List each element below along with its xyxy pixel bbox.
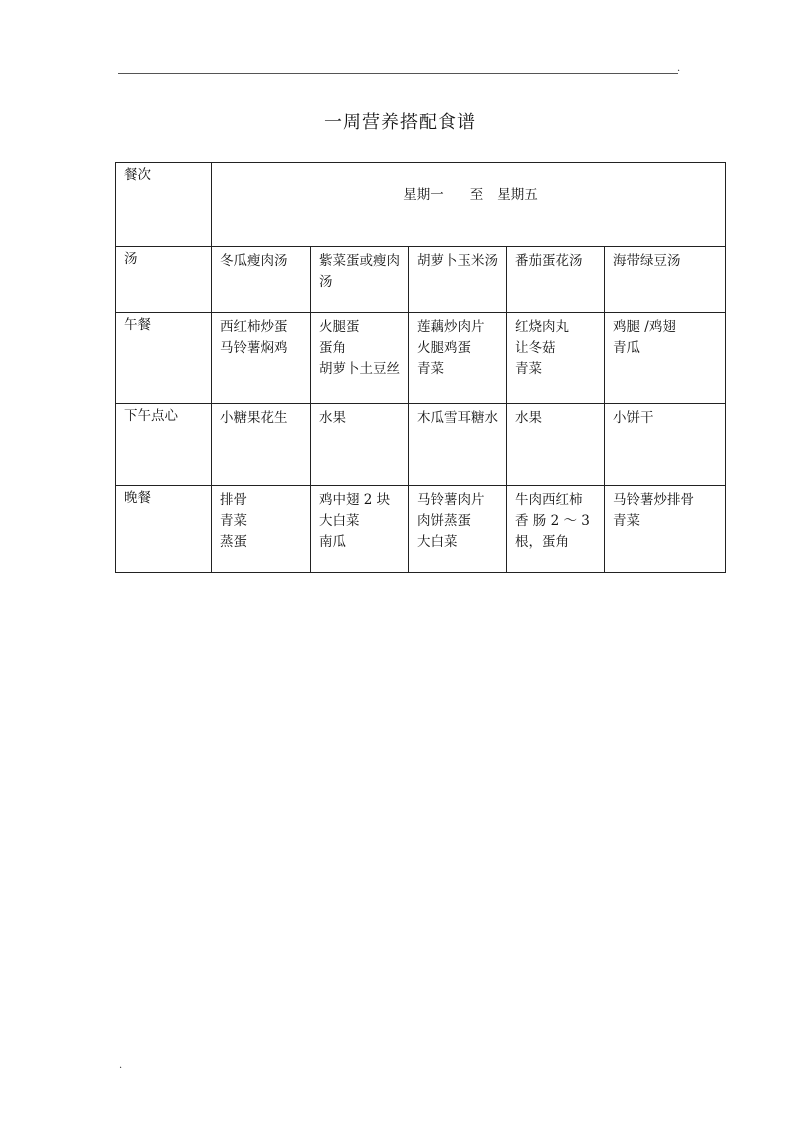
dish-line: 鸡腿 /鸡翅 [613,319,676,335]
dish-line: 青瓜 [613,340,640,356]
dish-line: 马铃薯肉片 [417,492,485,508]
dish-line: 香 肠 2 ～ 3 [515,513,590,529]
menu-cell [605,313,726,404]
menu-cell [311,247,409,313]
menu-cell [605,404,726,486]
menu-cell [507,404,605,486]
dish-line: 青菜 [613,513,640,529]
week-start: 星期一 [403,187,444,203]
weekly-menu-table [115,162,726,573]
dish-line: 西红柿炒蛋 [220,319,288,335]
dish-line: 牛肉西红柿 [515,492,583,508]
dish-line: 莲藕炒肉片 [417,319,485,335]
footer-dot: . [119,1060,123,1071]
dish-line: 水果 [319,410,346,426]
dish-line: 海带绿豆汤 [613,253,681,269]
dish-line: 大白菜 [319,513,360,529]
menu-cell [212,486,311,573]
menu-cell [409,404,507,486]
dish-line: 小糖果花生 [220,410,288,426]
menu-cell [311,486,409,573]
menu-cell [409,486,507,573]
dish-line: 胡萝卜玉米汤 [417,253,498,269]
menu-cell [311,404,409,486]
dish-line: 马铃薯炒排骨 [613,492,694,508]
menu-cell [409,313,507,404]
menu-cell [212,404,311,486]
menu-cell [507,313,605,404]
dish-line: 大白菜 [417,534,458,550]
dish-line: 青菜 [220,513,247,529]
dish-line: 水果 [515,410,542,426]
dish-line: 排骨 [220,492,247,508]
dish-line: 南瓜 [319,534,346,550]
dish-line: 冬瓜瘦肉汤 [220,253,288,269]
header-rule [118,73,678,74]
week-end: 星期五 [497,187,538,203]
menu-cell [212,313,311,404]
dish-line: 紫菜蛋或瘦肉汤 [319,253,400,290]
menu-cell [311,313,409,404]
table-row-soup [116,247,726,313]
dish-line: 火腿鸡蛋 [417,340,471,356]
table-row-dinner [116,486,726,573]
dish-line: 青菜 [417,361,444,377]
dish-line: 胡萝卜土豆丝 [319,361,400,377]
menu-cell [507,247,605,313]
row-label: 汤 [116,247,212,313]
meal-column-header: 餐次 [116,163,212,247]
menu-cell [605,486,726,573]
row-label: 晚餐 [116,486,212,573]
table-row-lunch [116,313,726,404]
dish-line: 火腿蛋 [319,319,360,335]
table-row-snack [116,404,726,486]
dish-line: 红烧肉丸 [515,319,569,335]
dish-line: 蛋角 [319,340,346,356]
header-dot: . [677,63,681,74]
row-label: 午餐 [116,313,212,404]
dish-line: 让冬菇 [515,340,556,356]
dish-line: 番茄蛋花汤 [515,253,583,269]
row-label: 下午点心 [116,404,212,486]
dish-line: 马铃薯焖鸡 [220,340,288,356]
page-title: 一周营养搭配食谱 [324,112,476,133]
table-header-row [116,163,726,247]
dish-line: 肉饼蒸蛋 [417,513,471,529]
menu-cell [605,247,726,313]
dish-line: 根，蛋角 [515,534,569,550]
dish-line: 青菜 [515,361,542,377]
menu-cell [409,247,507,313]
menu-cell [507,486,605,573]
week-connector: 至 [469,187,484,203]
dish-line: 小饼干 [613,410,654,426]
week-range-header [212,163,726,247]
menu-cell [212,247,311,313]
dish-line: 蒸蛋 [220,534,247,550]
dish-line: 鸡中翅 2 块 [319,492,391,508]
dish-line: 木瓜雪耳糖水 [417,410,498,426]
